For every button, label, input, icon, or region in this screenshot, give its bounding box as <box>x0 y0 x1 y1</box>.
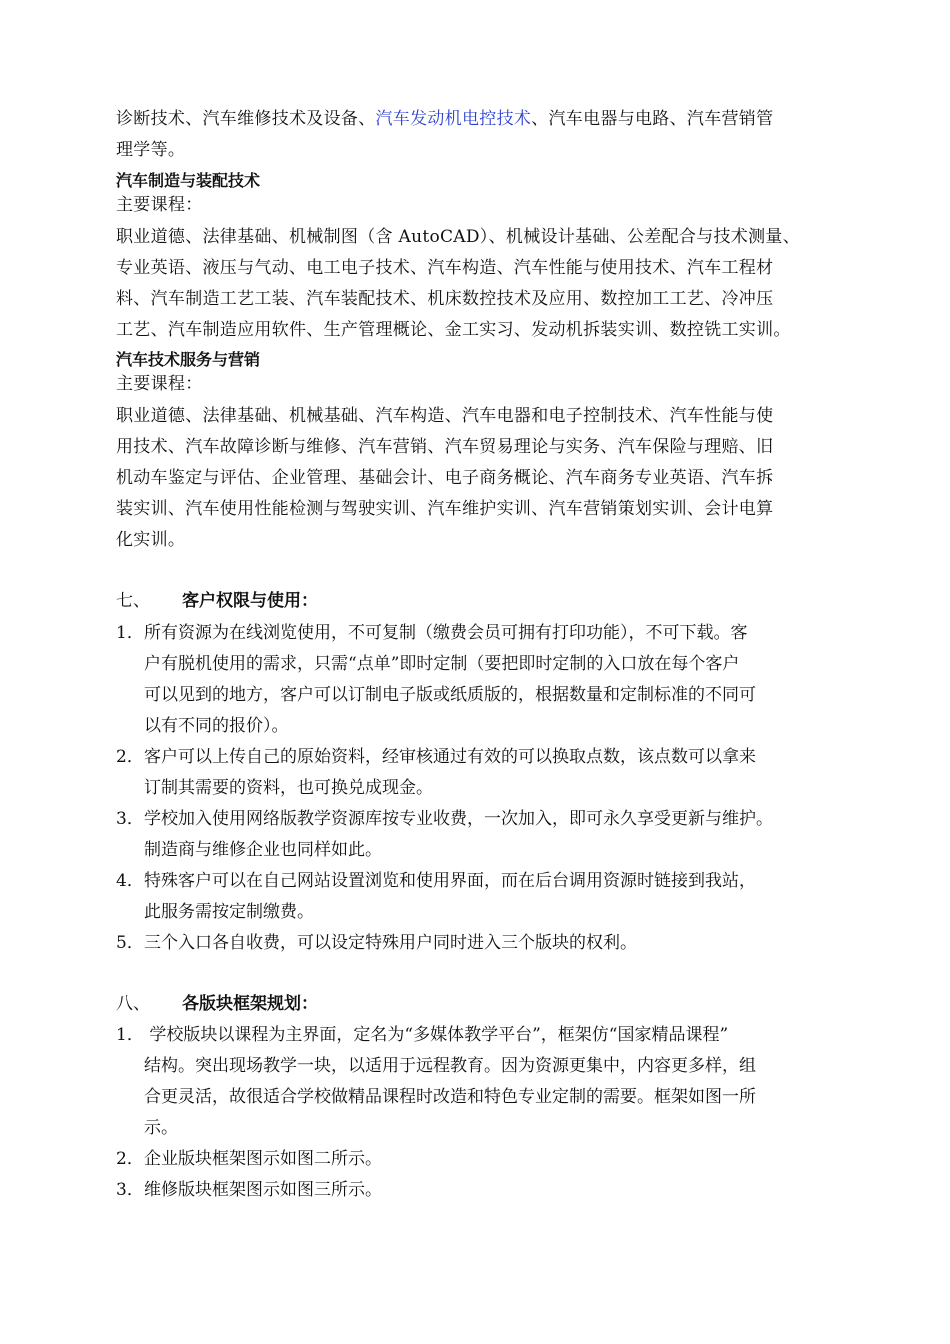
intro-line-1 <box>116 104 773 134</box>
list-item <box>116 866 756 896</box>
list-item <box>116 618 748 648</box>
item-continuation: 订制其需要的资料，也可换兑成现金。 <box>144 778 433 798</box>
svc-line: 职业道德、法律基础、机械基础、汽车构造、汽车电器和电子控制技术、汽车性能与使 <box>116 406 774 426</box>
item-continuation: 制造商与维修企业也同样如此。 <box>144 840 382 860</box>
item-number: 4． <box>116 871 144 891</box>
item-continuation: 此服务需按定制缴费。 <box>144 902 314 922</box>
item-number: 3． <box>116 809 144 829</box>
item-text: 维修版块框架图示如图三所示。 <box>144 1180 382 1200</box>
svc-line: 用技术、汽车故障诊断与维修、汽车营销、汽车贸易理论与实务、汽车保险与理赔、旧 <box>116 437 774 457</box>
item-number: 1． <box>116 1025 144 1045</box>
mfg-line: 职业道德、法律基础、机械制图（含 AutoCAD）、机械设计基础、公差配合与技术测量、 <box>116 227 801 247</box>
item-continuation: 示。 <box>144 1118 178 1138</box>
svc-line: 装实训、汽车使用性能检测与驾驶实训、汽车维护实训、汽车营销策划实训、会计电算 <box>116 499 774 519</box>
svc-title: 汽车技术服务与营销 <box>116 350 261 369</box>
intro-text-pre: 诊断技术、汽车维修技术及设备、 <box>116 109 376 129</box>
section-title: 各版块框架规划： <box>182 994 318 1014</box>
item-text: 所有资源为在线浏览使用，不可复制（缴费会员可拥有打印功能），不可下载。客 <box>144 623 748 643</box>
section-7-heading <box>116 586 318 616</box>
list-item <box>116 804 773 834</box>
item-continuation: 以有不同的报价）。 <box>144 716 289 736</box>
item-text: 学校版块以课程为主界面，定名为“多媒体教学平台”，框架仿“国家精品课程” <box>144 1025 729 1045</box>
list-item <box>116 1175 382 1205</box>
mfg-label: 主要课程： <box>116 195 203 215</box>
svc-label: 主要课程： <box>116 374 203 394</box>
intro-line-2: 理学等。 <box>116 140 186 160</box>
item-text: 客户可以上传自己的原始资料，经审核通过有效的可以换取点数，该点数可以拿来 <box>144 747 756 767</box>
section-number: 八、 <box>116 994 150 1014</box>
intro-text-post: 、汽车电器与电路、汽车营销管 <box>531 109 774 129</box>
svc-line: 机动车鉴定与评估、企业管理、基础会计、电子商务概论、汽车商务专业英语、汽车拆 <box>116 468 774 488</box>
item-text: 三个入口各自收费，可以设定特殊用户同时进入三个版块的权利。 <box>144 933 637 953</box>
item-continuation: 结构。突出现场教学一块，以适用于远程教育。因为资源更集中，内容更多样，组 <box>144 1056 756 1076</box>
list-item <box>116 928 637 958</box>
item-continuation: 户有脱机使用的需求，只需“点单”即时定制（要把即时定制的入口放在每个客户 <box>144 654 740 674</box>
section-number: 七、 <box>116 591 150 611</box>
item-text: 特殊客户可以在自己网站设置浏览和使用界面，而在后台调用资源时链接到我站， <box>144 871 756 891</box>
mfg-line: 料、汽车制造工艺工装、汽车装配技术、机床数控技术及应用、数控加工工艺、冷冲压 <box>116 289 774 309</box>
list-item <box>116 742 756 772</box>
mfg-line: 工艺、汽车制造应用软件、生产管理概论、金工实习、发动机拆装实训、数控铣工实训。 <box>116 320 791 340</box>
section-title: 客户权限与使用： <box>182 591 318 611</box>
item-number: 1． <box>116 623 144 643</box>
item-number: 2． <box>116 747 144 767</box>
item-text: 学校加入使用网络版教学资源库按专业收费，一次加入，即可永久享受更新与维护。 <box>144 809 773 829</box>
list-item <box>116 1144 382 1174</box>
mfg-line: 专业英语、液压与气动、电工电子技术、汽车构造、汽车性能与使用技术、汽车工程材 <box>116 258 774 278</box>
list-item <box>116 1020 728 1050</box>
item-number: 3． <box>116 1180 144 1200</box>
item-text: 企业版块框架图示如图二所示。 <box>144 1149 382 1169</box>
svc-line: 化实训。 <box>116 530 186 550</box>
mfg-title: 汽车制造与装配技术 <box>116 171 261 190</box>
item-continuation: 可以见到的地方，客户可以订制电子版或纸质版的，根据数量和定制标准的不同可 <box>144 685 756 705</box>
section-8-heading <box>116 989 318 1019</box>
engine-control-link[interactable]: 汽车发动机电控技术 <box>375 109 532 129</box>
item-continuation: 合更灵活，故很适合学校做精品课程时改造和特色专业定制的需要。框架如图一所 <box>144 1087 756 1107</box>
item-number: 2． <box>116 1149 144 1169</box>
item-number: 5． <box>116 933 144 953</box>
